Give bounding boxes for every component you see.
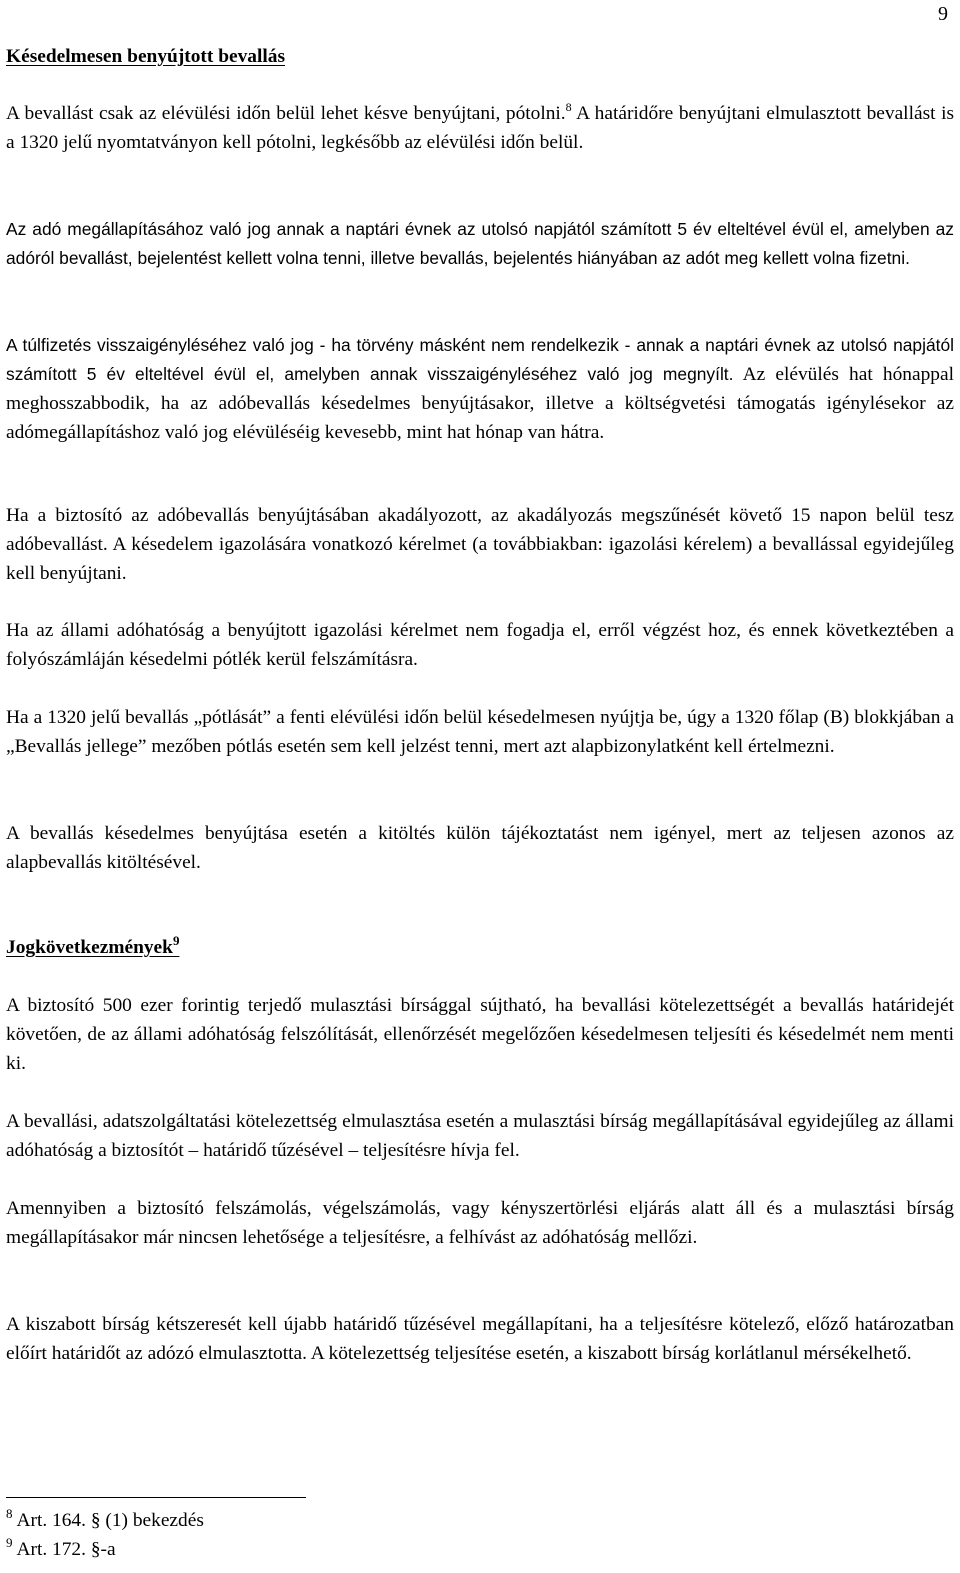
paragraph: A biztosító 500 ezer forintig terjedő mulasztási bírsággal sújtható, ha bevallási kötelezettségét a bevallás határidejét követően, de az állami adóhatóság felszólítását, ellenőrzését megelőzően késedelmesen teljesíti és késedelmét nem menti ki. [6,995,954,1074]
paragraph-text: A határidőre benyújtani elmulasztott bevallást is a 1320 jelű nyomtatványon kell pótolni, legkésőbb az elévülési időn belül. [6,103,955,153]
footnote-reference[interactable]: 9 [172,933,180,948]
paragraph: A bevallás késedelmes benyújtása esetén a kitöltés külön tájékoztatást nem igényel, mert az teljesen azonos az alapbevallás kitöltésével. [6,823,954,873]
paragraph: Az adó megállapításához való jog annak a naptári évnek az utolsó napjától számított 5 év elteltével évül el, amelyben az adóról bevallást, bejelentést kellett volna tenni, illetve bevallás, bejelentés hiányában az adót meg kellett volna fizetni. [6,219,954,268]
footnote-number: 8 [6,1506,13,1521]
paragraph: Ha az állami adóhatóság a benyújtott igazolási kérelmet nem fogadja el, erről végzést hoz, és ennek következtében a folyószámláján késedelmi pótlék kerül felszámításra. [6,620,954,670]
paragraph-text: Az elévülés hat hónappal meghosszabbodik, ha az adóbevallás késedelmes benyújtásakor, illetve a költségvetési támogatás igénylésekor az adómegállapításhoz való jog elévüléséig kevesebb, mint hat hónap van hátra. [6,364,954,443]
footnote-number: 9 [6,1535,13,1550]
paragraph: Ha a 1320 jelű bevallás „pótlását” a fenti elévülési időn belül késedelmesen nyújtja be, úgy a 1320 főlap (B) blokkjában a „Bevallás jellege” mezőben pótlás esetén sem kell jelzést tenni, mert azt alapbizonylatként kell értelmezni. [6,707,954,757]
heading-text: Jogkövetkezmények [6,937,173,958]
section-heading-consequences [6,933,954,962]
footnote [6,1535,116,1562]
paragraph-text: A túlfizetés visszaigényléséhez való jog - ha törvény másként nem rendelkezik - annak a naptári évnek az utolsó napjától számított 5 év elteltével évül el, amelyben annak visszaigényléséhez való jog megnyílt. [6,335,954,384]
paragraph [6,331,954,447]
section-heading-late-filing: Késedelmesen benyújtott bevallás [6,46,285,67]
paragraph [6,99,954,157]
footnote-text: Art. 164. § (1) bekezdés [16,1510,204,1531]
paragraph: A kiszabott bírság kétszeresét kell újabb határidő tűzésével megállapítani, ha a teljesítésre kötelező, előző határozatban előírt határidőt az adózó elmulasztotta. A kötelezettség teljesítése esetén, a kiszabott bírság korlátlanul mérsékelhető. [6,1314,954,1364]
footnote-divider [6,1497,306,1498]
footnote-text: Art. 172. §-a [16,1539,116,1560]
paragraph-text: A bevallást csak az elévülési időn belül lehet késve benyújtani, pótolni. [6,103,566,124]
footnote [6,1506,204,1533]
paragraph: Ha a biztosító az adóbevallás benyújtásában akadályozott, az akadályozás megszűnését követő 15 napon belül tesz adóbevallást. A késedelem igazolására vonatkozó kérelmet (a továbbiakban: igazolási kérelem) a bevallással egyidejűleg kell benyújtani. [6,505,954,584]
page-number: 9 [938,3,948,25]
footnote-reference[interactable]: 8 [565,100,572,114]
paragraph: Amennyiben a biztosító felszámolás, végelszámolás, vagy kényszertörlési eljárás alatt áll és a mulasztási bírság megállapításakor már nincsen lehetősége a teljesítésre, a felhívást az adóhatóság mellőzi. [6,1198,954,1248]
paragraph: A bevallási, adatszolgáltatási kötelezettség elmulasztása esetén a mulasztási bírság megállapításával egyidejűleg az állami adóhatóság a biztosítót – határidő tűzésével – teljesítésre hívja fel. [6,1111,954,1161]
